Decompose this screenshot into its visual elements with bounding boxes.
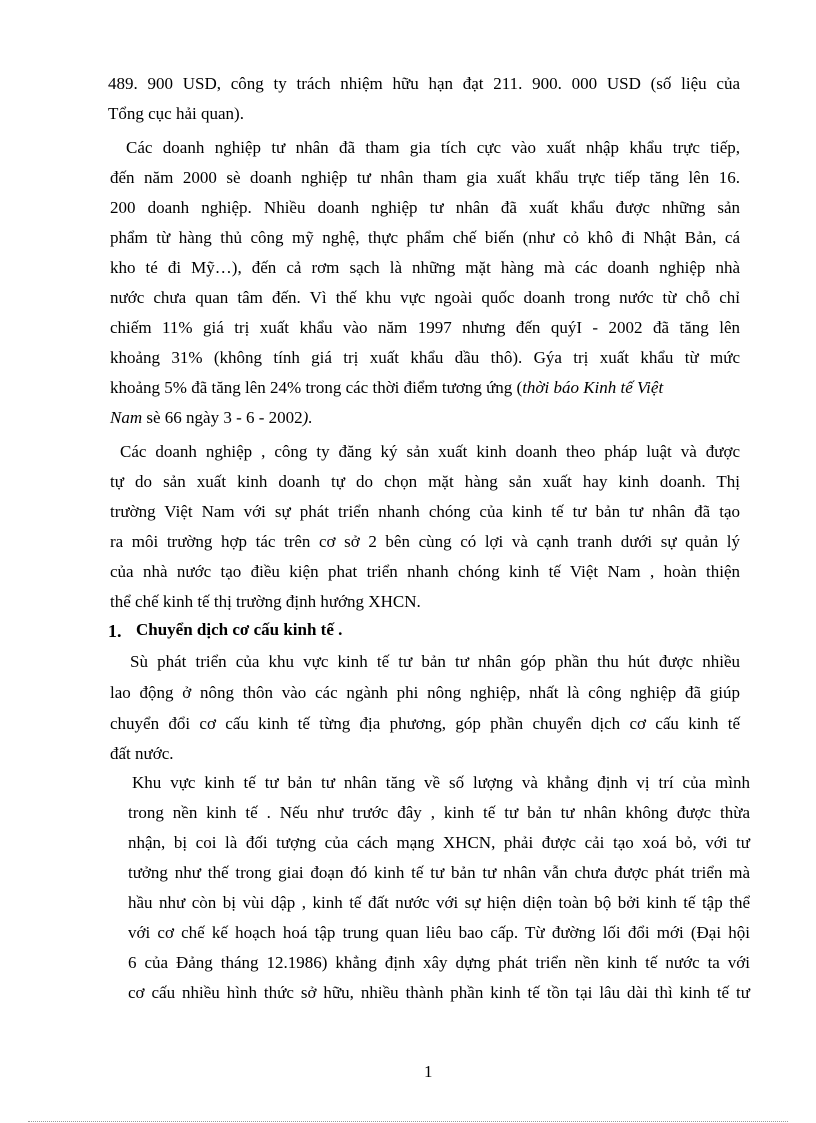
text-line: nước chưa quan tâm đến. Vì thế khu vực ngoài quốc doanh trong nước từ chỗ chỉ [110, 288, 740, 307]
text-line: Nam sè 66 ngày 3 - 6 - 2002). [110, 408, 313, 427]
text-line: của nhà nước tạo điều kiện phat triển nhanh chóng kinh tế Việt Nam , hoàn thiện [110, 562, 740, 581]
text-line: tưởng như thế trong giai đoạn đó kinh tế tư bản tư nhân vẫn chưa được phát triển mà [128, 863, 750, 882]
section-number: 1. [108, 621, 122, 641]
text-line: khoảng 31% (không tính giá trị xuất khẩu dầu thô). Gýa trị xuất khẩu từ mức [110, 348, 740, 367]
page-number: 1 [424, 1062, 433, 1081]
text-line: cơ cấu nhiều hình thức sở hữu, nhiều thành phần kinh tế tồn tại lâu dài thì kinh tế tư [128, 983, 750, 1002]
text-line: đến năm 2000 sè doanh nghiệp tư nhân tham gia xuất khẩu trực tiếp tăng lên 16. [110, 168, 740, 187]
text-line: thể chế kinh tế thị trường định hướng XHCN. [110, 592, 421, 611]
text-line: tự do sản xuất kinh doanh tự do chọn mặt hàng sản xuất hay kinh doanh. Thị [110, 472, 740, 491]
text-line: Sù phát triển của khu vực kinh tế tư bản tư nhân góp phần thu hút được nhiều [130, 652, 740, 671]
text-line: Tổng cục hải quan). [108, 104, 244, 123]
text-line: Khu vực kinh tế tư bản tư nhân tăng về số lượng và khẳng định vị trí của mình [132, 773, 750, 792]
text-line: kho té đi Mỹ…), đến cả rơm sạch là những mặt hàng mà các doanh nghiệp nhà [110, 258, 740, 277]
text-line: 489. 900 USD, công ty trách nhiệm hữu hạn đạt 211. 900. 000 USD (số liệu của [108, 74, 740, 93]
text-line: Các doanh nghiệp tư nhân đã tham gia tích cực vào xuất nhập khẩu trực tiếp, [126, 138, 740, 157]
text-line: đất nước. [110, 744, 174, 763]
text-line: khoảng 5% đã tăng lên 24% trong các thời điểm tương ứng (thời báo Kinh tế Việt [110, 378, 664, 397]
text-line: ra môi trường hợp tác trên cơ sở 2 bên cùng có lợi và cạnh tranh dưới sự quản lý [110, 532, 740, 551]
text-line: chiếm 11% giá trị xuất khẩu vào năm 1997 nhưng đến quýI - 2002 đã tăng lên [110, 318, 740, 337]
citation-source: thời báo Kinh tế Việt [522, 378, 664, 397]
text-line: lao động ở nông thôn vào các ngành phi nông nghiệp, nhất là công nghiệp đã giúp [110, 683, 740, 702]
text-line: với cơ chế kế hoạch hoá tập trung quan liêu bao cấp. Từ đường lối đổi mới (Đại hội [128, 923, 750, 942]
text-line: phẩm từ hàng thủ công mỹ nghệ, thực phẩm chế biến (như cỏ khô đi Nhật Bản, cá [110, 228, 740, 247]
text-line: chuyển đổi cơ cấu kinh tế từng địa phương, góp phần chuyển dịch cơ cấu kinh tế [110, 714, 740, 733]
citation-source: Nam [110, 408, 143, 427]
text-line: nhận, bị coi là đối tượng của cách mạng XHCN, phải được cải tạo xoá bỏ, với tư [128, 833, 750, 852]
page-bottom-divider [28, 1121, 788, 1122]
text-line: trường Việt Nam với sự phát triển nhanh chóng của kinh tế tư bản tư nhân đã tạo [110, 502, 740, 521]
section-title: Chuyển dịch cơ cấu kinh tế . [136, 620, 343, 639]
text-line: trong nền kinh tế . Nếu như trước đây , kinh tế tư bản tư nhân không được thừa [128, 803, 750, 822]
text-line: Các doanh nghiệp , công ty đăng ký sản xuất kinh doanh theo pháp luật và được [120, 442, 740, 461]
text-line: hầu như còn bị vùi dập , kinh tế đất nước với sự hiện diện toàn bộ bởi kinh tế tập thể [128, 893, 750, 912]
text-line: 6 của Đảng tháng 12.1986) khẳng định xây dựng phát triển nền kinh tế nước ta với [128, 953, 750, 972]
text-line: 200 doanh nghiệp. Nhiều doanh nghiệp tư nhân đã xuất khẩu được những sản [110, 198, 740, 217]
